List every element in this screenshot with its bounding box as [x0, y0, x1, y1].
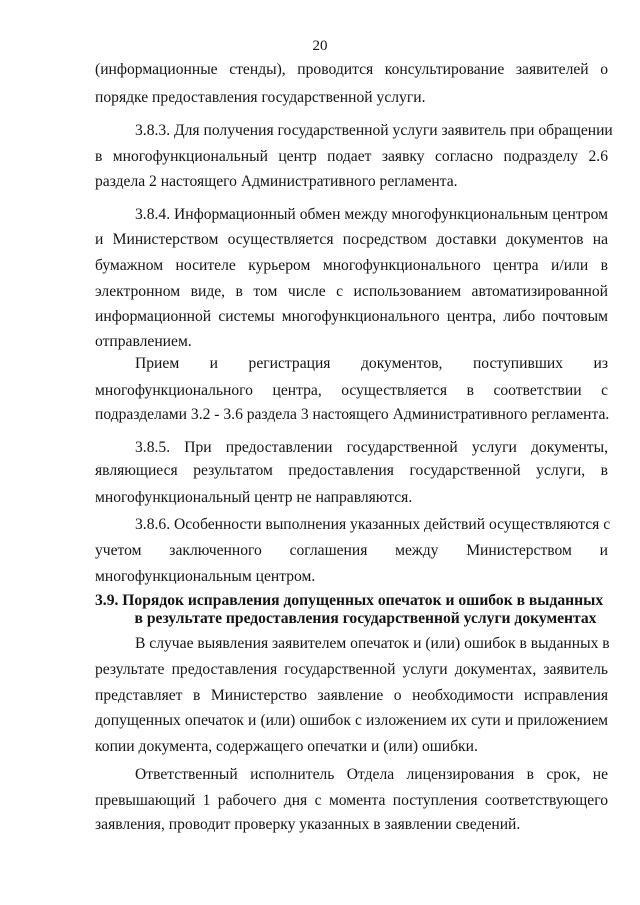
text-line: 3.8.3. Для получения государственной услуги заявитель при обращении: [135, 122, 613, 139]
text-line: превышающий 1 рабочего дня с момента поступления соответствующего: [95, 792, 608, 809]
text-line: 3.8.4. Информационный обмен между многофункциональным центром: [135, 206, 608, 223]
text-line: В случае выявления заявителем опечаток и (или) ошибок в выданных в: [135, 635, 610, 652]
text-line: 3.8.6. Особенности выполнения указанных действий осуществляются с: [135, 516, 611, 533]
text-line: представляет в Министерство заявление о необходимости исправления: [95, 687, 608, 704]
text-line: являющиеся результатом предоставления государственной услуги, в: [95, 462, 608, 479]
text-line: копии документа, содержащего опечатки и (или) ошибки.: [95, 738, 478, 755]
text-line: Прием и регистрация документов, поступивших из: [135, 355, 608, 372]
section-heading: 3.9. Порядок исправления допущенных опечаток и ошибок в выданных: [95, 592, 604, 609]
text-line: порядке предоставления государственной услуги.: [95, 89, 426, 106]
text-line: электронном виде, в том числе с использованием автоматизированной: [95, 283, 608, 300]
text-line: отправлением.: [95, 333, 192, 350]
text-line: и Министерством осуществляется посредством доставки документов на: [95, 231, 608, 248]
text-line: результате предоставления государственной услуги документах, заявитель: [95, 661, 608, 678]
text-line: Ответственный исполнитель Отдела лицензирования в срок, не: [135, 766, 608, 783]
text-line: информационной системы многофункционального центра, либо почтовым: [95, 308, 608, 325]
text-line: в многофункциональный центр подает заявку согласно подразделу 2.6: [95, 148, 608, 165]
text-line: (информационные стенды), проводится консультирование заявителей о: [95, 61, 608, 78]
text-line: подразделами 3.2 - 3.6 раздела 3 настоящего Административного регламента.: [95, 406, 610, 423]
page-number: 20: [312, 38, 328, 54]
text-line: бумажном носителе курьером многофункционального центра и/или в: [95, 257, 608, 274]
text-line: 3.8.5. При предоставлении государственной услуги документы,: [135, 439, 608, 456]
text-line: раздела 2 настоящего Административного регламента.: [95, 173, 458, 190]
text-line: заявления, проводит проверку указанных в заявлении сведений.: [95, 816, 521, 833]
text-line: многофункциональным центром.: [95, 568, 316, 585]
text-line: допущенных опечаток и (или) ошибок с изложением их сути и приложением: [95, 712, 608, 729]
section-heading: в результате предоставления государственной услуги документах: [134, 610, 597, 627]
text-line: многофункциональный центр не направляются.: [95, 489, 413, 506]
text-line: учетом заключенного соглашения между Министерством и: [95, 542, 608, 559]
text-line: многофункционального центра, осуществляется в соответствии с: [95, 382, 608, 399]
